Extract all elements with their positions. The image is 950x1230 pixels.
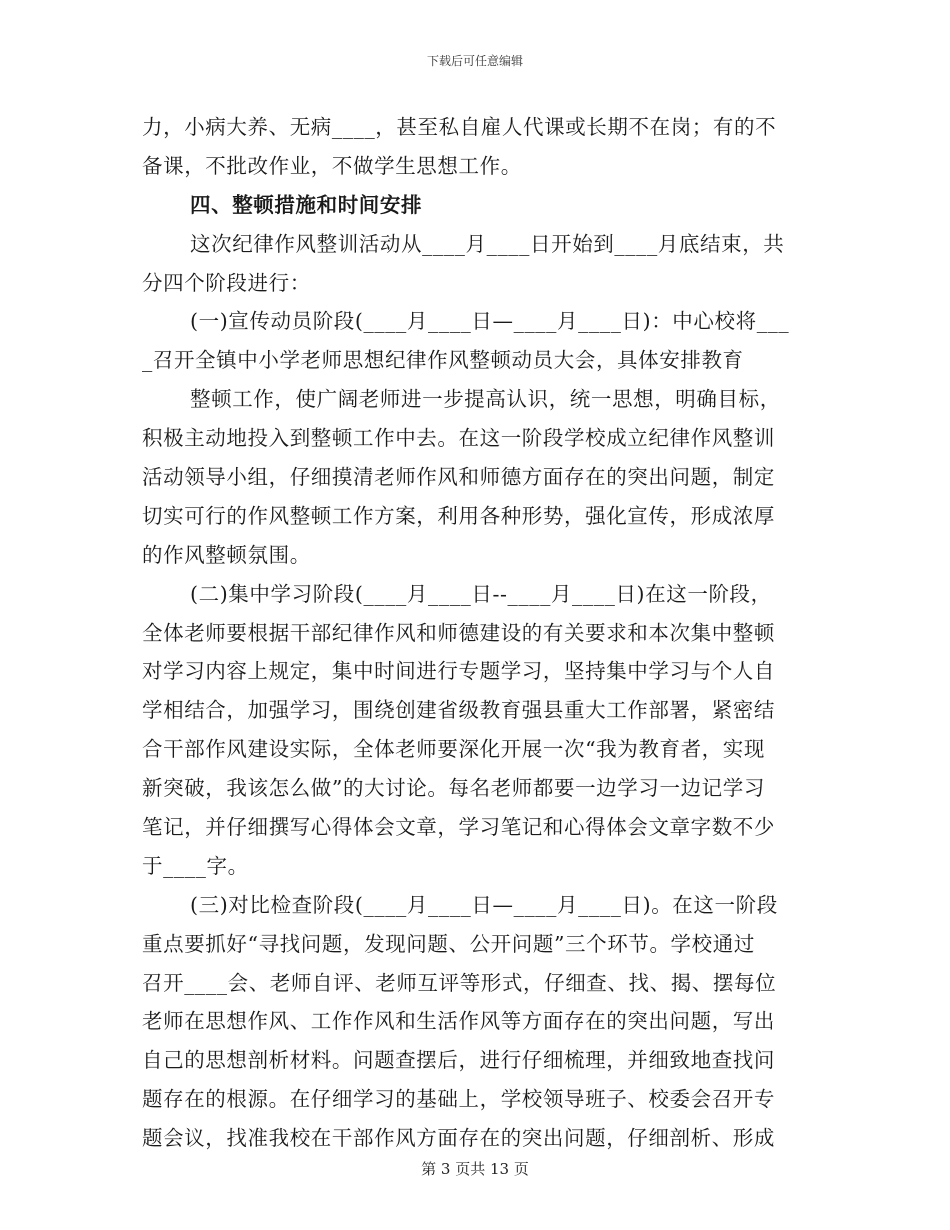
text-line: 切实可行的作风整顿工作方案，利用各种形势，强化宣传，形成浓厚 <box>142 503 775 528</box>
text-line: 题会议，找准我校在干部作风方面存在的突出问题，仔细剖析、形成 <box>142 1126 775 1151</box>
section-heading: 四、整顿措施和时间安排 <box>190 192 423 217</box>
text-line: 的作风整顿氛围。 <box>142 542 311 567</box>
text-line: 活动领导小组，仔细摸清老师作风和师德方面存在的突出问题，制定 <box>142 465 775 490</box>
text-line: 合干部作风建设实际，全体老师要深化开展一次“我为教育者，实现 <box>142 737 765 762</box>
page-header: 下载后可任意编辑 <box>426 54 523 68</box>
text-line: (一)宣传动员阶段(____月____日—____月____日)：中心校将___ <box>190 309 790 334</box>
text-line: 对学习内容上规定，集中时间进行专题学习，坚持集中学习与个人自 <box>142 659 775 684</box>
document-body <box>142 108 807 1158</box>
text-line: 力，小病大养、无病____，甚至私自雇人代课或长期不在岗；有的不 <box>142 115 777 139</box>
text-line: 分四个阶段进行： <box>142 270 311 295</box>
text-line: 于____字。 <box>142 853 249 878</box>
text-line: 这次纪律作风整训活动从____月____日开始到____月底结束，共 <box>190 231 785 256</box>
text-line: 重点要抓好“寻找问题，发现问题、公开问题”三个环节。学校通过 <box>142 931 755 956</box>
text-line: 整顿工作，使广阔老师进一步提高认识，统一思想，明确目标， <box>190 387 781 412</box>
text-line: 新突破，我该怎么做”的大讨论。每名老师都要一边学习一边记学习 <box>142 776 765 801</box>
text-line: (三)对比检查阶段(____月____日—____月____日)。在这一阶段 <box>190 892 778 917</box>
page-number: 第 3 页共 13 页 <box>421 1160 529 1178</box>
text-line: 老师在思想作风、工作作风和生活作风等方面存在的突出问题，写出 <box>142 1009 775 1034</box>
text-line: 自己的思想剖析材料。问题查摆后，进行仔细梳理，并细致地查找问 <box>142 1048 775 1073</box>
text-line: 全体老师要根据干部纪律作风和师德建设的有关要求和本次集中整顿 <box>142 620 775 645</box>
text-line: 题存在的根源。在仔细学习的基础上，学校领导班子、校委会召开专 <box>142 1087 775 1112</box>
text-line: 备课，不批改作业，不做学生思想工作。 <box>142 153 522 178</box>
text-line: 学相结合，加强学习，围绕创建省级教育强县重大工作部署，紧密结 <box>142 698 775 723</box>
text-line: 笔记，并仔细撰写心得体会文章，学习笔记和心得体会文章字数不少 <box>142 815 775 840</box>
text-line: _召开全镇中小学老师思想纪律作风整顿动员大会，具体安排教育 <box>142 348 744 373</box>
text-line: (二)集中学习阶段(____月____日--____月____日)在这一阶段， <box>190 581 772 606</box>
text-line: 积极主动地投入到整顿工作中去。在这一阶段学校成立纪律作风整训 <box>142 426 775 451</box>
text-line: 召开____会、老师自评、老师互评等形式，仔细查、找、揭、摆每位 <box>142 970 777 995</box>
